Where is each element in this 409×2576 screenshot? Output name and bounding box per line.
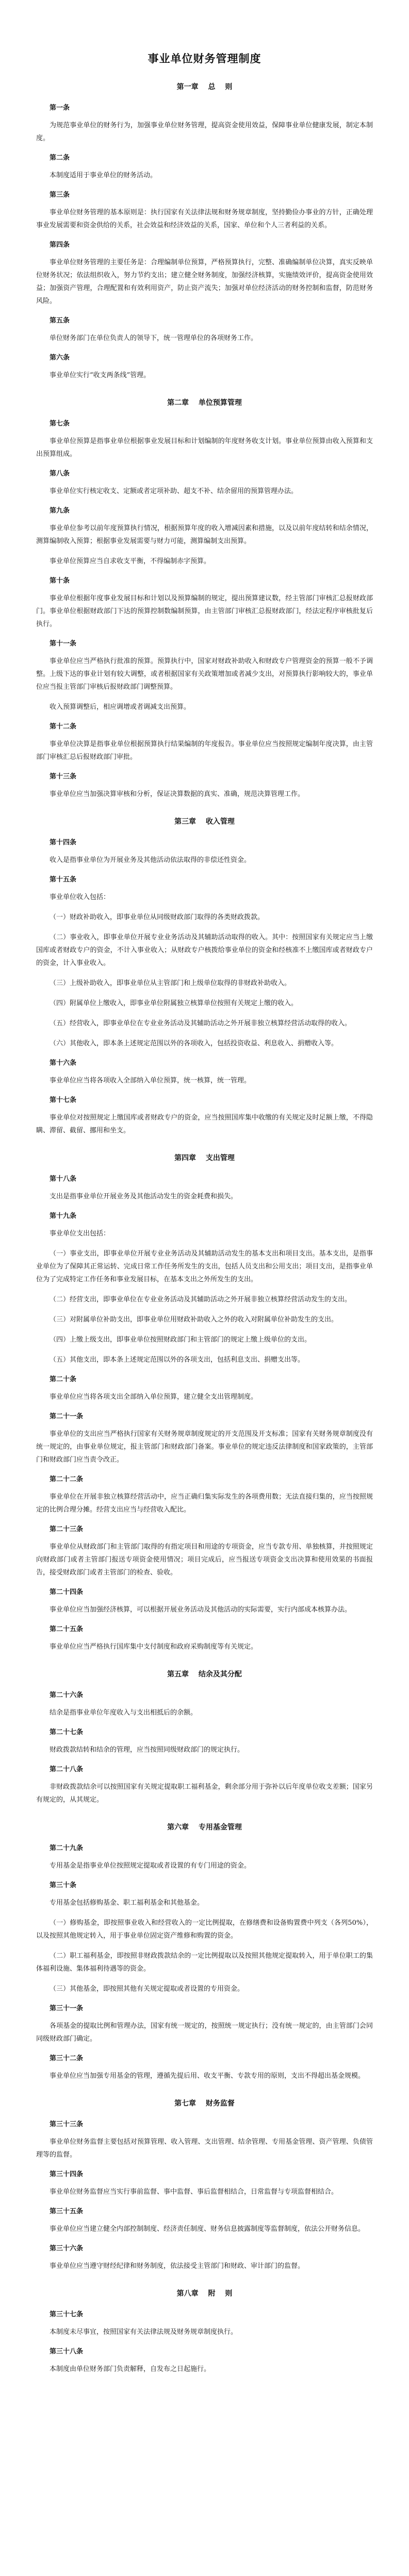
chapter-heading: 第七章 财务监督 <box>174 2099 235 2108</box>
article-heading: 第三十四条 <box>50 2171 84 2178</box>
paragraph: 本制度由单位财务部门负责解释，自发布之日起施行。 <box>50 2365 211 2373</box>
paragraph: 事业单位应当加强专用基金的管理，遵循先提后用、收支平衡、专款专用的原则，支出不得超出基金规模。 <box>50 2072 365 2080</box>
article-heading: 第三十三条 <box>50 2121 84 2128</box>
article-heading: 第二十条 <box>50 1376 77 1383</box>
paragraph: 事业单位应当加强经济核算，可以根据开展业务活动及其他活动的实际需要，实行内部成本核算办法。 <box>50 1606 352 1614</box>
paragraph: 非财政拨款结余可以按照国家有关规定提取职工福利基金，剩余部分用于弥补以后年度单位收支差额；国家另有规定的，从其规定。 <box>36 1783 373 1804</box>
paragraph: 单位财务部门在单位负责人的领导下，统一管理单位的各项财务工作。 <box>50 334 258 342</box>
article-heading: 第二十五条 <box>50 1625 84 1633</box>
chapter-heading: 第四章 支出管理 <box>174 1154 235 1162</box>
paragraph: （一）财政补助收入，即事业单位从同级财政部门取得的各类财政拨款。 <box>50 913 265 921</box>
chapter-heading: 第六章 专用基金管理 <box>167 1823 242 1832</box>
paragraph: 事业单位预算是指事业单位根据事业发展目标和计划编制的年度财务收支计划。事业单位预算由收入预算和支出预算组成。 <box>36 437 373 458</box>
article-heading: 第三十七条 <box>50 2311 84 2318</box>
paragraph: 事业单位对按照规定上缴国库或者财政专户的资金，应当按照国库集中收缴的有关规定及时足额上缴，不得隐瞒、滞留、截留、挪用和坐支。 <box>36 1114 373 1134</box>
article-heading: 第十四条 <box>50 839 77 846</box>
paragraph: 专用基金包括修购基金、职工福利基金和其他基金。 <box>50 1899 204 1907</box>
chapter-heading: 第二章 单位预算管理 <box>167 399 242 407</box>
article-heading: 第三十五条 <box>50 2208 84 2215</box>
article-heading: 第十一条 <box>50 640 77 648</box>
paragraph: （四）附属单位上缴收入，即事业单位附属独立核算单位按照有关规定上缴的收入。 <box>50 999 298 1007</box>
article-heading: 第二十七条 <box>50 1728 84 1736</box>
article-heading: 第三十一条 <box>50 2005 84 2012</box>
article-heading: 第七条 <box>50 420 70 428</box>
paragraph: 事业单位在开展非独立核算经营活动中，应当正确归集实际发生的各项费用数；无法直接归集的，应当按照规定的比例合理分摊。经营支出应当与经营收入配比。 <box>36 1493 373 1514</box>
paragraph: 事业单位从财政部门和主管部门取得的有指定项目和用途的专项资金，应当专款专用、单独核算，并按照规定向财政部门或者主管部门报送专项资金使用情况；项目完成后，应当报送专项资金支出决算和使用效果的书面报告，接受财政部门或者主管部门的检查、验收。 <box>36 1543 373 1577</box>
paragraph: 支出是指事业单位开展业务及其他活动发生的资金耗费和损失。 <box>50 1193 238 1200</box>
paragraph: 结余是指事业单位年度收入与支出相抵后的余额。 <box>50 1709 198 1717</box>
article-heading: 第三十二条 <box>50 2055 84 2062</box>
article-heading: 第九条 <box>50 507 70 515</box>
document-page <box>36 0 373 2376</box>
article-heading: 第二十九条 <box>50 1844 84 1852</box>
chapter-heading: 第八章 附 则 <box>176 2290 233 2298</box>
paragraph: 事业单位应当加强决算审核和分析，保证决算数据的真实、准确，规范决算管理工作。 <box>50 790 305 798</box>
article-heading: 第十条 <box>50 577 70 585</box>
paragraph: 事业单位应当建立健全内部控制制度、经济责任制度、财务信息披露制度等监督制度，依法公开财务信息。 <box>50 2225 365 2233</box>
article-heading: 第一条 <box>50 104 70 112</box>
paragraph: 收入预算调整后，相应调增或者调减支出预算。 <box>50 703 191 711</box>
paragraph: 事业单位财务监督应当实行事前监督、事中监督、事后监督相结合，日常监督与专项监督相结合。 <box>50 2188 338 2196</box>
paragraph: （六）其他收入，即本条上述规定范围以外的各项收入，包括投资收益、利息收入、捐赠收入等。 <box>50 1040 338 1047</box>
paragraph: （五）经营收入，即事业单位在专业业务活动及其辅助活动之外开展非独立核算经营活动取得的收入。 <box>50 1020 352 1027</box>
paragraph: 事业单位应当严格执行批准的预算。预算执行中，国家对财政补助收入和财政专户管理资金的预算一般不予调整。上级下达的事业计划有较大调整，或者根据国家有关政策增加或者减少支出，对预算执行影响较大的，事业单位应当报主管部门审核后报财政部门调整预算。 <box>36 657 373 691</box>
paragraph: 事业单位实行“收支两条线”管理。 <box>50 371 151 379</box>
paragraph: 财政拨款结转和结余的管理，应当按照同级财政部门的规定执行。 <box>50 1746 244 1754</box>
chapter-heading: 第一章 总 则 <box>176 83 233 91</box>
paragraph: 事业单位财务管理的主要任务是：合理编制单位预算，严格预算执行，完整、准确编制单位决算，真实反映单位财务状况；依法组织收入，努力节约支出；建立健全财务制度，加强经济核算，实施绩效评价，提高资金使用效益；加强资产管理，合理配置和有效利用资产，防止资产流失；加强对单位经济活动的财务控制和监督，防范财务风险。 <box>36 259 373 305</box>
article-heading: 第十二条 <box>50 723 77 731</box>
article-heading: 第三十八条 <box>50 2348 84 2355</box>
paragraph: （一）事业支出，即事业单位开展专业业务活动及其辅助活动发生的基本支出和项目支出。基本支出，是指事业单位为了保障其正常运转、完成日常工作任务所发生的支出，包括人员支出和公用支出；项目支出，是指事业单位为了完成特定工作任务和事业发展目标，在基本支出之外所发生的支出。 <box>36 1250 373 1283</box>
paragraph: （二）经营支出，即事业单位在专业业务活动及其辅助活动之外开展非独立核算经营活动发生的支出。 <box>50 1296 352 1303</box>
paragraph: （三）对附属单位补助支出，即事业单位用财政补助收入之外的收入对附属单位补助发生的支出。 <box>50 1316 338 1324</box>
paragraph: 专用基金是指事业单位按照规定提取或者设置的有专门用途的资金。 <box>50 1862 251 1870</box>
article-heading: 第二十八条 <box>50 1766 84 1773</box>
paragraph: （二）职工福利基金，即按照非财政拨款结余的一定比例提取以及按照其他规定提取转入，用于单位职工的集体福利设施、集体福利待遇等的资金。 <box>36 1952 373 1973</box>
paragraph: （四）上缴上级支出，即事业单位按照财政部门和主管部门的规定上缴上级单位的支出。 <box>50 1336 312 1344</box>
paragraph: 事业单位的支出应当严格执行国家有关财务规章制度规定的开支范围及开支标准；国家有关财务规章制度没有统一规定的，由事业单位规定，报主管部门和财政部门备案。事业单位的规定违反法律制度和国家政策的，主管部门和财政部门应当责令改正。 <box>36 1430 373 1464</box>
article-heading: 第六条 <box>50 354 70 362</box>
paragraph: 事业单位决算是指事业单位根据预算执行结果编制的年度报告。事业单位应当按照规定编制年度决算，由主管部门审核汇总后报财政部门审批。 <box>36 740 373 761</box>
paragraph: 为规范事业单位的财务行为，加强事业单位财务管理，提高资金使用效益，保障事业单位健康发展，制定本制度。 <box>36 122 373 142</box>
article-heading: 第十八条 <box>50 1175 77 1183</box>
article-heading: 第十三条 <box>50 773 77 781</box>
article-heading: 第二十四条 <box>50 1588 84 1596</box>
article-heading: 第二十二条 <box>50 1476 84 1483</box>
article-heading: 第八条 <box>50 470 70 478</box>
paragraph: 事业单位财务管理的基本原则是：执行国家有关法律法规和财务规章制度，坚持勤俭办事业的方针，正确处理事业发展需要和资金供给的关系，社会效益和经济效益的关系，国家、单位和个人三者利益的关系。 <box>36 209 373 229</box>
paragraph: 事业单位预算应当自求收支平衡，不得编制赤字预算。 <box>50 557 211 565</box>
paragraph: （一）修购基金，即按照事业收入和经营收入的一定比例提取，在修缮费和设备购置费中列支（各列50%），以及按照其他规定转入，用于事业单位固定资产维修和购置的资金。 <box>36 1919 373 1940</box>
paragraph: 事业单位实行核定收支、定额或者定项补助、超支不补、结余留用的预算管理办法。 <box>50 487 298 495</box>
article-heading: 第二条 <box>50 154 70 162</box>
article-heading: 第二十一条 <box>50 1413 84 1420</box>
article-heading: 第五条 <box>50 317 70 325</box>
paragraph: 事业单位收入包括： <box>50 893 110 901</box>
paragraph: （二）事业收入，即事业单位开展专业业务活动及其辅助活动取得的收入。其中：按照国家有关规定应当上缴国库或者财政专户的资金，不计入事业收入；从财政专户核拨给事业单位的资金和经核准不上缴国库或者财政专户的资金，计入事业收入。 <box>36 934 373 967</box>
paragraph: （三）上级补助收入，即事业单位从主管部门和上级单位取得的非财政补助收入。 <box>50 979 291 987</box>
article-heading: 第三十六条 <box>50 2245 84 2252</box>
article-heading: 第二十六条 <box>50 1691 84 1699</box>
paragraph: 本制度未尽事宜，按照国家有关法律法规及财务规章制度执行。 <box>50 2328 238 2336</box>
article-heading: 第十六条 <box>50 1059 77 1067</box>
paragraph: 事业单位应当将各项收入全部纳入单位预算，统一核算，统一管理。 <box>50 1077 251 1084</box>
paragraph: 各项基金的提取比例和管理办法，国家有统一规定的，按照统一规定执行；没有统一规定的，由主管部门会同同级财政部门确定。 <box>36 2022 373 2043</box>
paragraph: （三）其他基金，即按照其他有关规定提取或者设置的专用资金。 <box>50 1985 244 1993</box>
article-heading: 第十九条 <box>50 1212 77 1220</box>
paragraph: 事业单位应当将各项支出全部纳入单位预算，建立健全支出管理制度。 <box>50 1393 258 1401</box>
paragraph: 事业单位应当遵守财经纪律和财务制度，依法接受主管部门和财政、审计部门的监督。 <box>50 2262 305 2270</box>
document-title: 事业单位财务管理制度 <box>148 53 261 65</box>
paragraph: 本制度适用于事业单位的财务活动。 <box>50 172 157 179</box>
paragraph: 事业单位应当严格执行国库集中支付制度和政府采购制度等有关规定。 <box>50 1643 258 1651</box>
article-heading: 第三十条 <box>50 1882 77 1889</box>
article-heading: 第二十三条 <box>50 1526 84 1533</box>
paragraph: 收入是指事业单位为开展业务及其他活动依法取得的非偿还性资金。 <box>50 856 251 864</box>
paragraph: （五）其他支出，即本条上述规定范围以外的各项支出，包括利息支出、捐赠支出等。 <box>50 1356 305 1364</box>
article-heading: 第四条 <box>50 241 70 249</box>
article-heading: 第十七条 <box>50 1096 77 1104</box>
chapter-heading: 第三章 收入管理 <box>174 818 235 826</box>
article-heading: 第十五条 <box>50 876 77 884</box>
paragraph: 事业单位根据年度事业发展目标和计划以及预算编制的规定，提出预算建议数，经主管部门审核汇总报财政部门。事业单位根据财政部门下达的预算控制数编制预算，由主管部门审核汇总报财政部门，经法定程序审核批复后执行。 <box>36 595 373 628</box>
article-heading: 第三条 <box>50 191 70 199</box>
paragraph: 事业单位财务监督主要包括对预算管理、收入管理、支出管理、结余管理、专用基金管理、资产管理、负债管理等的监督。 <box>36 2138 373 2159</box>
chapter-heading: 第五章 结余及其分配 <box>167 1670 242 1679</box>
document-body <box>36 81 373 2376</box>
paragraph: 事业单位参考以前年度预算执行情况，根据预算年度的收入增减因素和措施，以及以前年度结转和结余情况，测算编制收入预算；根据事业发展需要与财力可能，测算编制支出预算。 <box>36 524 373 545</box>
paragraph: 事业单位支出包括： <box>50 1230 110 1238</box>
